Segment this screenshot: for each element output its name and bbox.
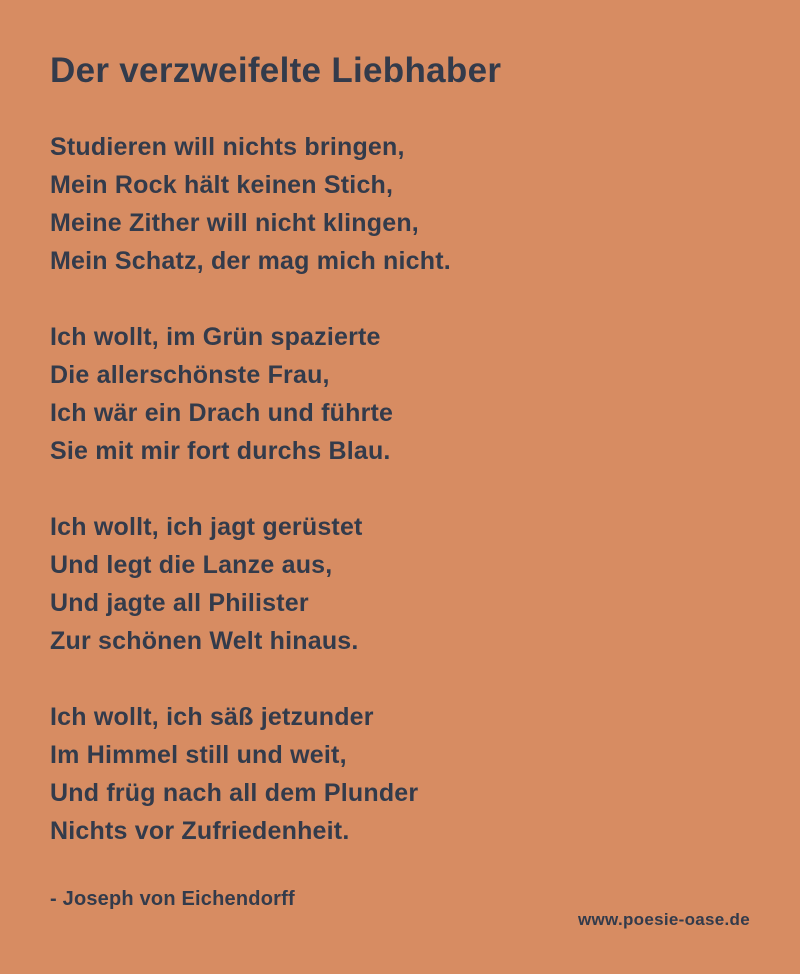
poem-line: Ich wollt, ich säß jetzunder — [50, 703, 374, 731]
poem-line: Meine Zither will nicht klingen, — [50, 209, 419, 237]
poem-line: Ich wollt, ich jagt gerüstet — [50, 513, 363, 541]
poem-line: Und jagte all Philister — [50, 589, 309, 617]
stanza-3 — [50, 508, 750, 660]
poem-line: Die allerschönste Frau, — [50, 361, 330, 389]
poem-line: Ich wär ein Drach und führte — [50, 399, 394, 427]
stanza-2 — [50, 318, 750, 470]
poem-line: Und legt die Lanze aus, — [50, 551, 333, 579]
poem-line: Studieren will nichts bringen, — [50, 133, 405, 161]
poem-line: Und früg nach all dem Plunder — [50, 779, 419, 807]
poem-line: Nichts vor Zufriedenheit. — [50, 817, 350, 845]
poem-line: Sie mit mir fort durchs Blau. — [50, 437, 391, 465]
poem-title: Der verzweifelte Liebhaber — [50, 51, 502, 90]
poem-line: Ich wollt, im Grün spazierte — [50, 323, 381, 351]
poem-line: Im Himmel still und weit, — [50, 741, 347, 769]
stanza-4 — [50, 698, 750, 850]
stanza-1 — [50, 128, 750, 280]
poem-line: Mein Schatz, der mag mich nicht. — [50, 247, 451, 275]
poem-line: Mein Rock hält keinen Stich, — [50, 171, 394, 199]
poem-line: Zur schönen Welt hinaus. — [50, 627, 359, 655]
website-url: www.poesie-oase.de — [578, 910, 750, 929]
poem-attribution: - Joseph von Eichendorff — [50, 888, 295, 910]
